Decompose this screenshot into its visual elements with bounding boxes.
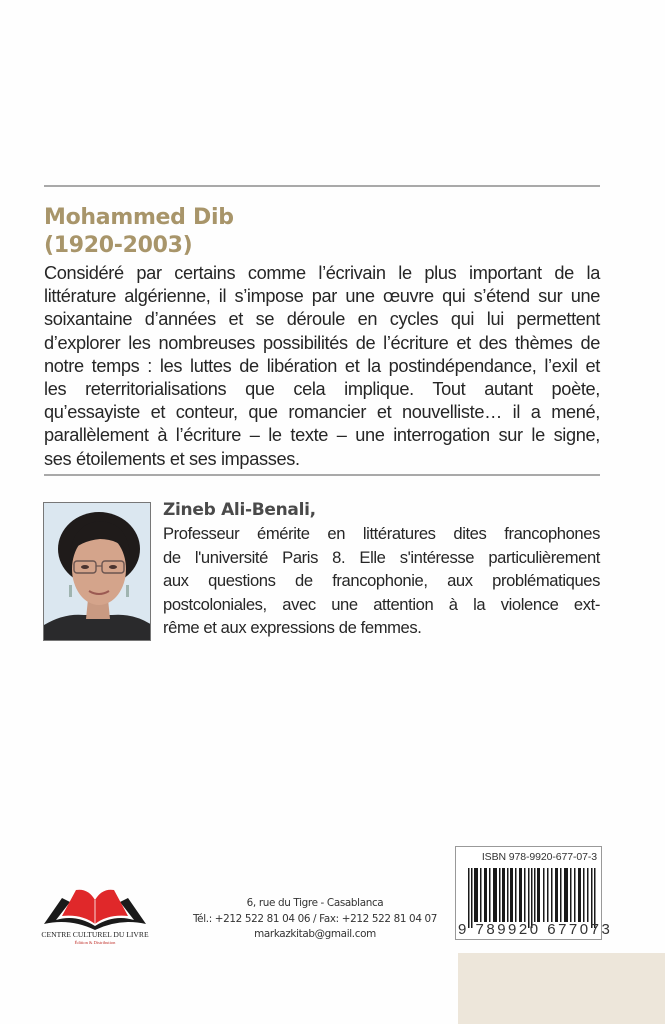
isbn-barcode (455, 846, 613, 940)
barcode-bars-icon (468, 868, 596, 928)
bio-line: parallèlement à l’écriture – le texte – une interrogation sur le signe, (44, 425, 600, 446)
bio-line: les reterritorialisations que cela implique. Tout autant poète, (44, 379, 600, 400)
contributor-bio-line: aux questions de francophonie, aux problématiques (163, 571, 600, 591)
top-divider (44, 185, 600, 187)
author-dates: (1920-2003) (44, 233, 193, 258)
middle-divider (44, 474, 600, 476)
barcode-digits: 9 789920 677073 (458, 921, 613, 938)
publisher-address: 6, rue du Tigre - Casablanca (246, 897, 384, 909)
contributor-photo (43, 502, 151, 641)
publisher-logo-name: CENTRE CULTUREL DU LIVRE (41, 930, 149, 939)
publisher-logo (40, 884, 150, 954)
contributor-bio (163, 522, 600, 640)
contributor-name: Zineb Ali-Benali, (163, 500, 316, 520)
bio-line: Considéré par certains comme l’écrivain le plus important de la (44, 263, 600, 283)
publisher-phone-fax: Tél.: +212 522 81 04 06 / Fax: +212 522 81 04 07 (192, 912, 438, 925)
contributor-bio-line: rême et aux expressions de femmes. (163, 618, 422, 638)
author-bio (44, 262, 600, 471)
publisher-logo-subtitle: Édition & Distribution (74, 940, 116, 945)
bio-line: soixantaine d’années et se déroule en cycles qui lui permettent (44, 309, 600, 330)
beige-corner-block (458, 953, 665, 1024)
open-book-icon (40, 884, 150, 930)
contributor-block (163, 498, 600, 640)
contributor-bio-line: de l'université Paris 8. Elle s'intéresse particulièrement (163, 547, 600, 567)
bio-line: ses étoilements et ses impasses. (44, 448, 300, 469)
publisher-contact (180, 896, 450, 943)
bio-line: qu’essayiste et conteur, que romancier et nouvelliste… il a mené, (44, 402, 600, 423)
contributor-bio-line: Professeur émérite en littératures dites francophones (163, 524, 600, 543)
author-heading (44, 204, 234, 260)
isbn-label: ISBN 978-9920-677-07-3 (481, 851, 597, 863)
bio-line: littérature algérienne, il s’impose par une œuvre qui s’étend sur une (44, 286, 600, 307)
author-name: Mohammed Dib (44, 205, 234, 230)
bio-line: notre temps : les luttes de libération et la postindépendance, l’exil et (44, 355, 600, 376)
publisher-email: markazkitab@gmail.com (254, 928, 376, 940)
portrait-image (44, 503, 151, 641)
bio-line: d’explorer les nombreuses possibilités de l’écriture et des thèmes de (44, 332, 600, 353)
contributor-bio-line: postcoloniales, avec une attention à la violence ext- (163, 594, 600, 614)
